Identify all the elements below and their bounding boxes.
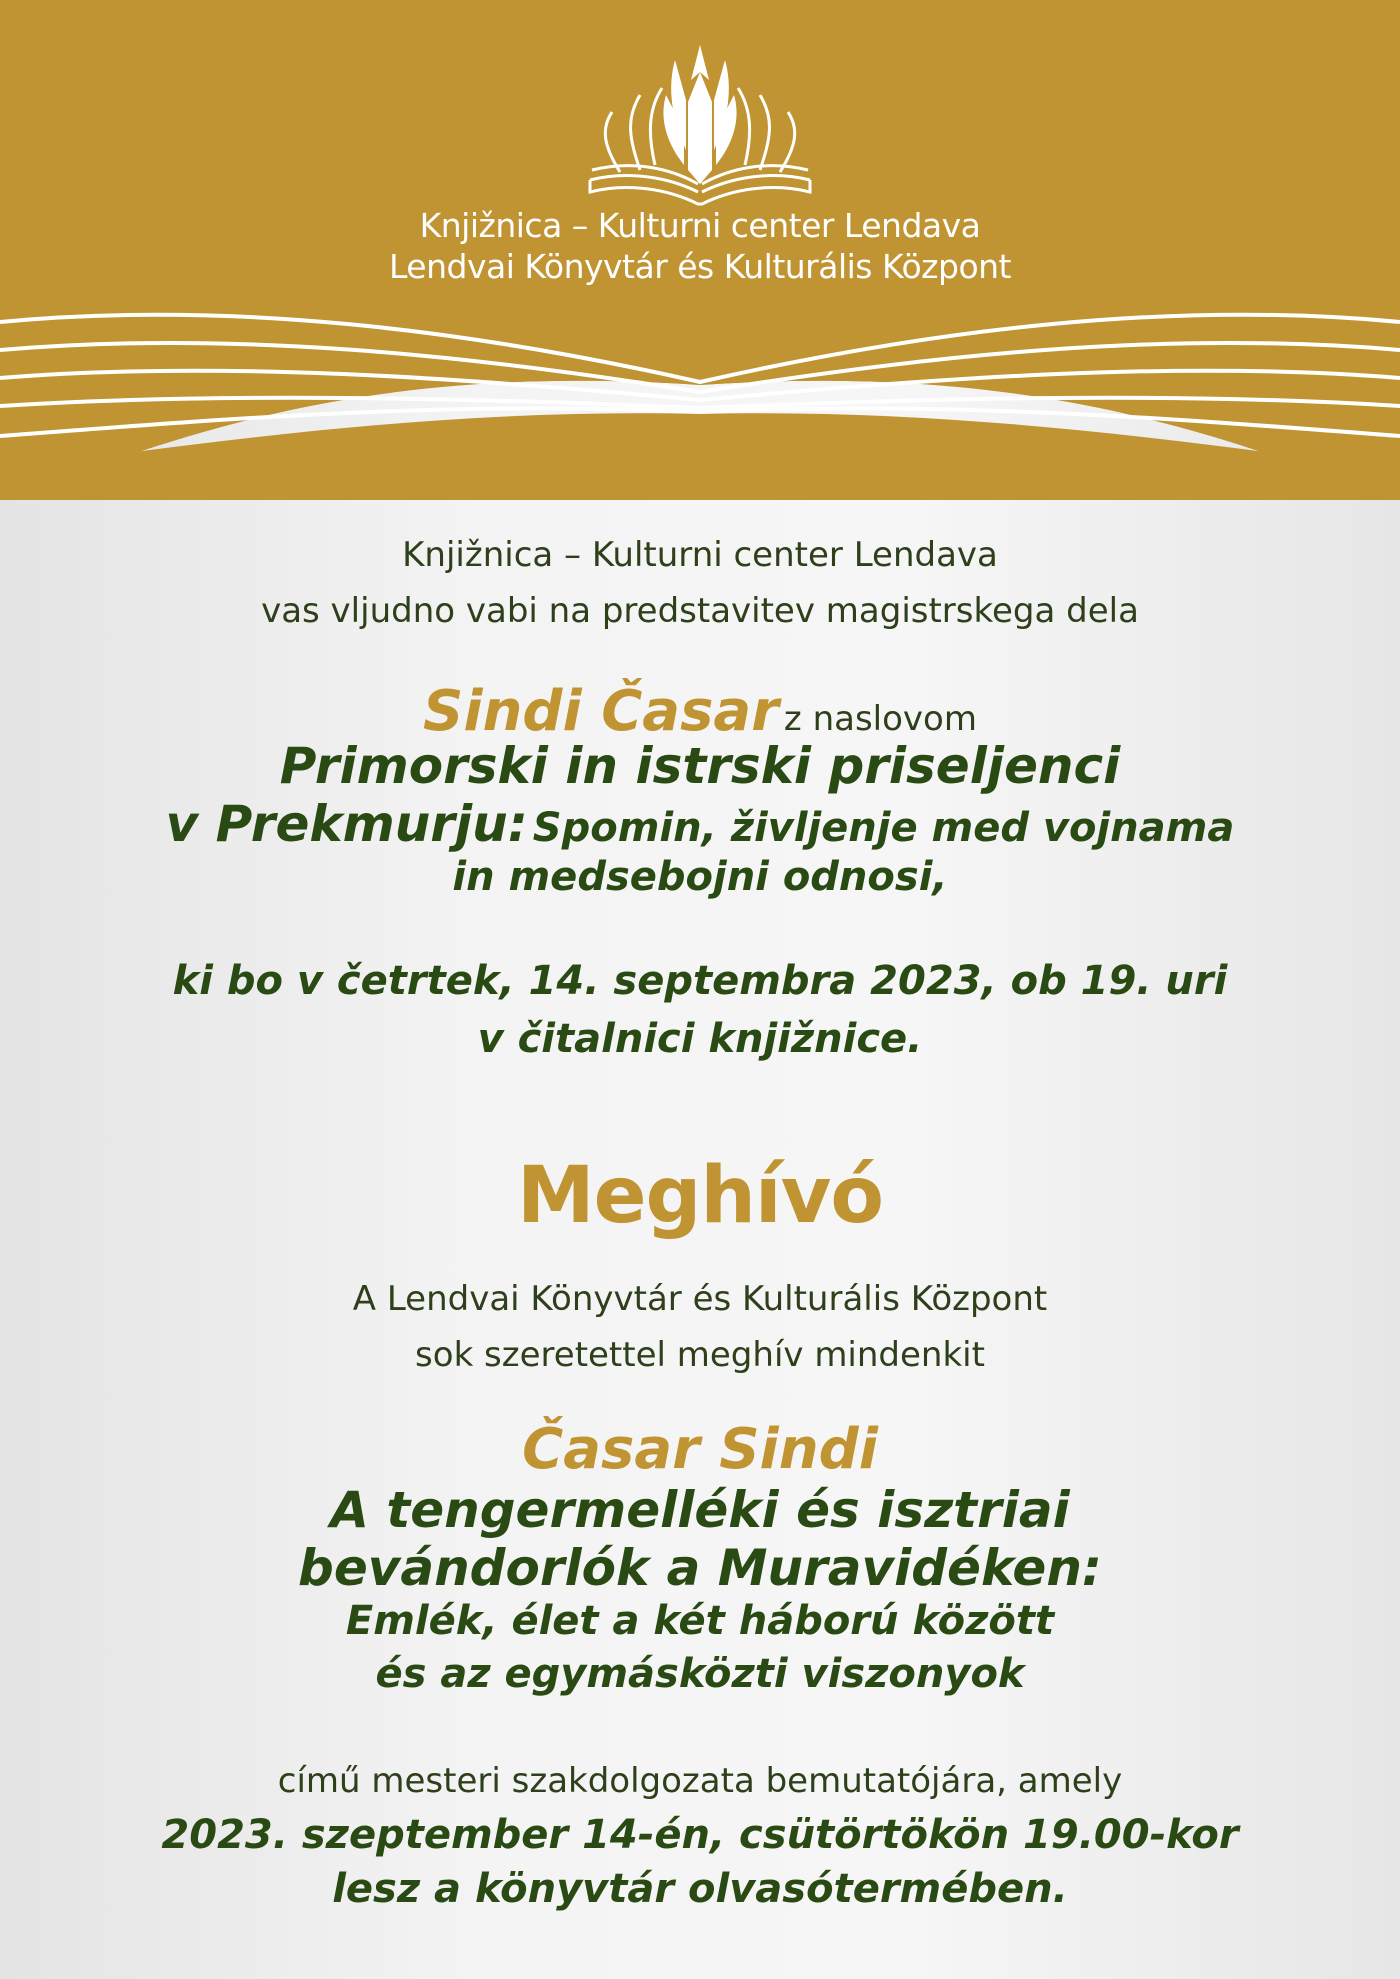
hungarian-subtitle-line1: Emlék, élet a két háború között bbox=[345, 1598, 1055, 1644]
hungarian-author-name: Časar Sindi bbox=[522, 1417, 878, 1482]
slovene-intro-line1: Knjižnica – Kulturni center Lendava bbox=[402, 535, 998, 575]
hungarian-outro-line1: című mesteri szakdolgozata bemutatójára, amely bbox=[277, 1761, 1123, 1801]
hungarian-title-line2: bevándorlók a Muravidéken: bbox=[298, 1539, 1102, 1597]
org-name-hungarian: Lendvai Könyvtár és Kulturális Központ bbox=[389, 247, 1011, 286]
slovene-intro-line2: vas vljudno vabi na predstavitev magistrskega dela bbox=[261, 591, 1139, 631]
slovene-title-line3: in medsebojni odnosi, bbox=[452, 854, 948, 900]
slovene-title-line1: Primorski in istrski priseljenci bbox=[279, 737, 1121, 795]
slovene-author-suffix: z naslovom bbox=[783, 699, 977, 739]
hungarian-outro-line3: lesz a könyvtár olvasótermében. bbox=[332, 1866, 1068, 1912]
slovene-author-name: Sindi Časar bbox=[423, 679, 779, 744]
hungarian-intro-line1: A Lendvai Könyvtár és Kulturális Központ bbox=[352, 1279, 1048, 1319]
hungarian-subtitle-line2: és az egymásközti viszonyok bbox=[375, 1651, 1025, 1697]
slovene-author-line bbox=[0, 680, 1400, 744]
org-name-slovene: Knjižnica – Kulturni center Lendava bbox=[419, 206, 981, 245]
slovene-date-line1: ki bo v četrtek, 14. septembra 2023, ob 19. uri bbox=[172, 958, 1228, 1004]
hungarian-intro-line2: sok szeretettel meghív mindenkit bbox=[415, 1335, 985, 1375]
hungarian-title-line1: A tengermelléki és isztriai bbox=[330, 1481, 1070, 1539]
hungarian-outro-line2: 2023. szeptember 14-én, csütörtökön 19.00-kor bbox=[161, 1812, 1239, 1858]
slovene-heading: Vabilo bbox=[567, 419, 833, 509]
slovene-date-line2: v čitalnici knjižnice. bbox=[477, 1016, 923, 1062]
slovene-title-line2-rest: Spomin, življenje med vojnama bbox=[532, 805, 1235, 851]
slovene-title-line2-main: v Prekmurju: bbox=[165, 795, 528, 853]
slovene-title-line2 bbox=[0, 796, 1400, 854]
hungarian-heading: Meghívó bbox=[516, 1151, 884, 1241]
